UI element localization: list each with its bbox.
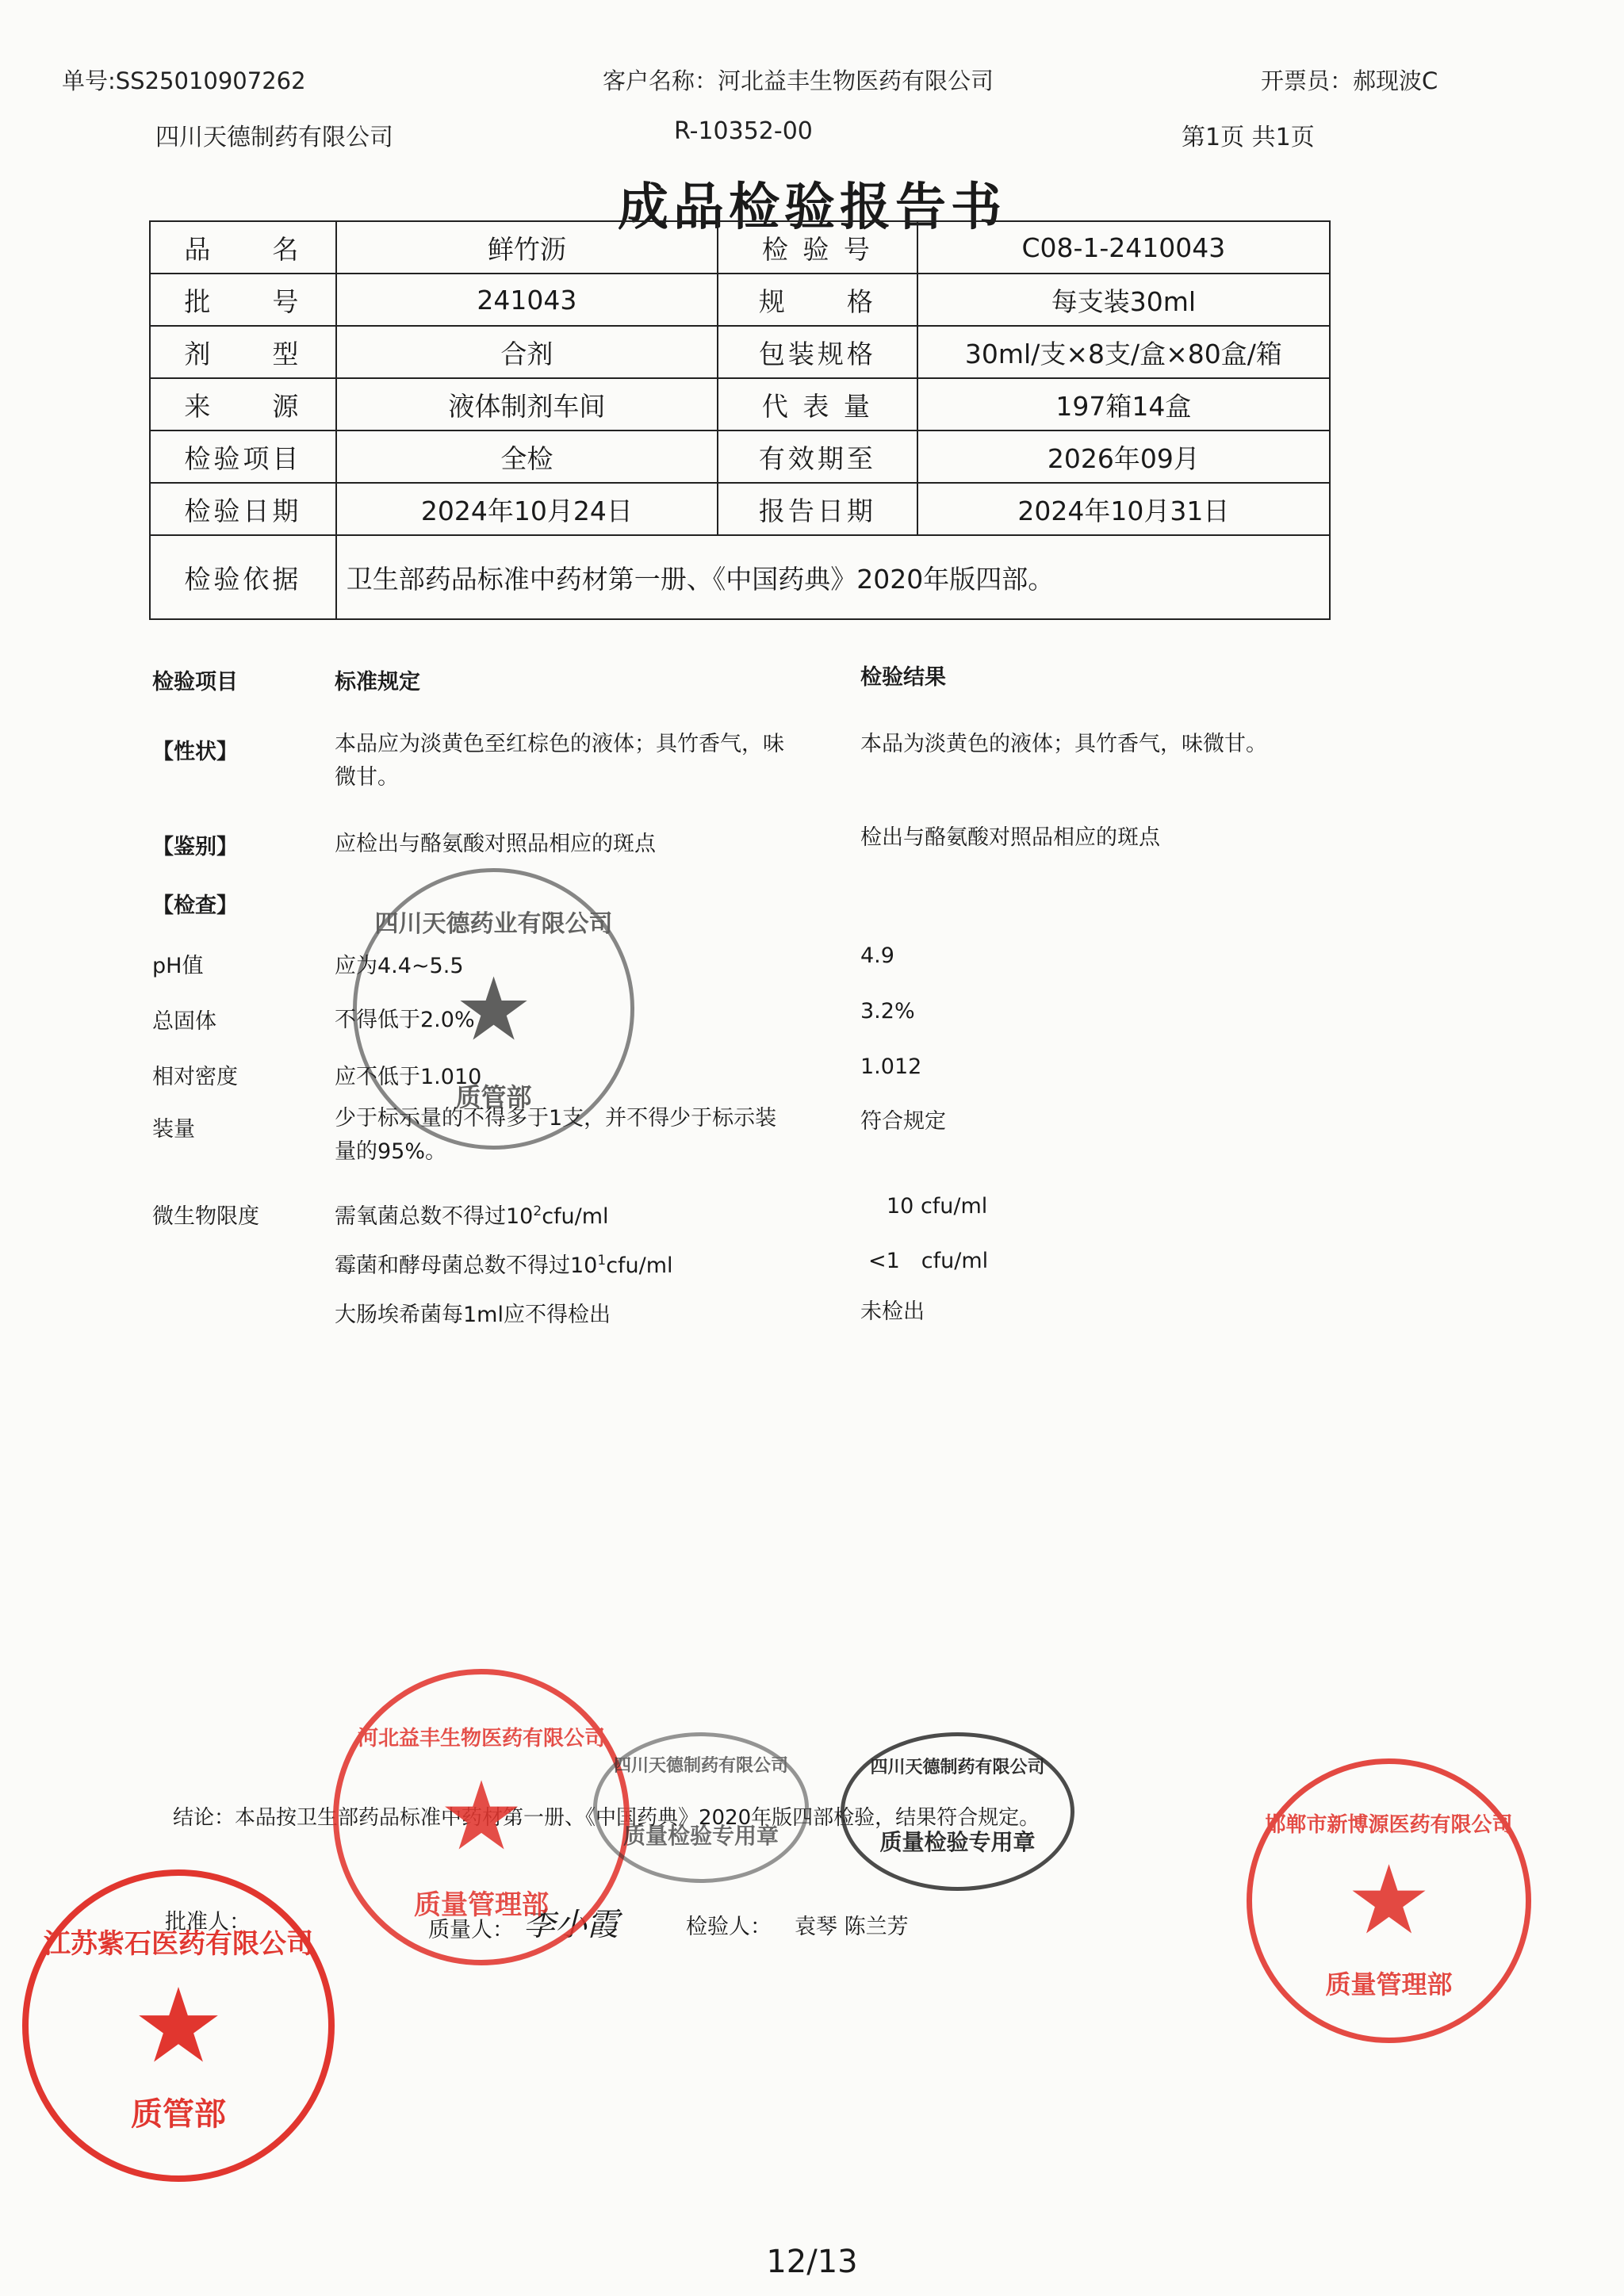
label-basis: 检验依据 xyxy=(150,535,336,619)
value-report-date: 2024年10月31日 xyxy=(917,483,1330,535)
col-head-standard: 标准规定 xyxy=(335,670,420,695)
result-mold-yeast: <1 cfu/ml xyxy=(868,1249,989,1273)
stamp4-bottom-text: 质量检验专用章 xyxy=(879,1829,1036,1855)
std-mold-unit: cfu/ml xyxy=(606,1253,673,1278)
item-microbial: 微生物限度 xyxy=(152,1204,259,1229)
value-expiry: 2026年09月 xyxy=(917,430,1330,483)
item-identification: 【鉴别】 xyxy=(152,835,238,859)
value-test-items: 全检 xyxy=(336,430,718,483)
item-total-solids: 总固体 xyxy=(152,1009,216,1034)
item-appearance: 【性状】 xyxy=(152,740,238,764)
stamp5-bottom-text: 质量管理部 xyxy=(1325,1969,1453,1999)
stamp3-bottom-text: 质量检验专用章 xyxy=(622,1823,779,1849)
stamp-handan-xinboyuan xyxy=(1247,1758,1531,2043)
result-identification: 检出与酪氨酸对照品相应的斑点 xyxy=(860,825,1160,850)
std-fill-volume: 少于标示量的不得多于1支，并不得少于标示装量的95%。 xyxy=(335,1106,777,1164)
label-batch: 批 号 xyxy=(150,274,336,326)
stamp3-ring-text: 四川天德制药有限公司 xyxy=(613,1756,788,1776)
qa-signature: 李小霞 xyxy=(523,1907,619,1943)
value-spec: 每支装30ml xyxy=(917,274,1330,326)
info-row-form xyxy=(150,326,1330,378)
std-aerobic-unit: cfu/ml xyxy=(542,1204,609,1229)
stamp6-ring-text: 江苏紫石医药有限公司 xyxy=(44,1928,313,1960)
qa-label: 质量人： xyxy=(428,1918,514,1942)
std-mold-exp: 1 xyxy=(597,1253,607,1269)
report-title: 成品检验报告书 xyxy=(618,178,1006,237)
stamp5-ring-text: 邯郸市新博源医药有限公司 xyxy=(1265,1813,1513,1837)
page-info: 第1页 共1页 xyxy=(1182,124,1315,151)
result-aerobic: 10 cfu/ml xyxy=(887,1194,988,1219)
value-packing: 30ml/支×8支/盒×80盒/箱 xyxy=(917,326,1330,378)
label-test-items: 检验项目 xyxy=(150,430,336,483)
info-row-batch xyxy=(150,274,1330,326)
inspector-names: 袁琴 陈兰芳 xyxy=(795,1915,909,1939)
value-quantity: 197箱14盒 xyxy=(917,378,1330,430)
std-aerobic xyxy=(335,1199,609,1230)
label-spec: 规 格 xyxy=(718,274,917,326)
company-name: 四川天德制药有限公司 xyxy=(155,124,393,151)
stamp2-bottom-text: 质量管理部 xyxy=(414,1889,549,1921)
order-number: 单号:SS25010907262 xyxy=(62,67,306,94)
value-basis: 卫生部药品标准中药材第一册、《中国药典》2020年版四部。 xyxy=(336,535,1330,619)
col-head-result: 检验结果 xyxy=(860,665,946,690)
std-mold-text: 霉菌和酵母菌总数不得过10 xyxy=(335,1253,598,1278)
value-dosage-form: 合剂 xyxy=(336,326,718,378)
label-dosage-form: 剂 型 xyxy=(150,326,336,378)
result-fill-volume: 符合规定 xyxy=(860,1109,946,1134)
stamp1-bottom-text: 质管部 xyxy=(455,1082,532,1112)
info-row-basis xyxy=(150,535,1330,619)
std-aerobic-exp: 2 xyxy=(533,1203,542,1219)
std-ph: 应为4.4~5.5 xyxy=(335,954,464,978)
conclusion: 结论：本品按卫生部药品标准中药材第一册、《中国药典》2020年版四部检验，结果符合规定。 xyxy=(173,1806,1040,1830)
star-icon: ★ xyxy=(454,958,533,1060)
inspector-label: 检验人： xyxy=(686,1915,772,1939)
col-head-item: 检验项目 xyxy=(152,670,238,695)
label-packing: 包装规格 xyxy=(718,326,917,378)
std-appearance: 本品应为淡黄色至红棕色的液体；具竹香气，味微甘。 xyxy=(335,732,784,790)
value-source: 液体制剂车间 xyxy=(336,378,718,430)
result-appearance: 本品为淡黄色的液体；具竹香气，味微甘。 xyxy=(860,732,1267,756)
item-inspection: 【检查】 xyxy=(152,894,238,918)
info-row-items xyxy=(150,430,1330,483)
page-number: 12/13 xyxy=(766,2244,858,2280)
stamp1-ring-text: 四川天德药业有限公司 xyxy=(374,910,613,938)
issuer: 开票员：郝现波C xyxy=(1261,67,1438,94)
value-test-date: 2024年10月24日 xyxy=(336,483,718,535)
result-total-solids: 3.2% xyxy=(860,999,915,1024)
label-test-no: 检 验 号 xyxy=(718,221,917,274)
value-product-name: 鲜竹沥 xyxy=(336,221,718,274)
label-report-date: 报告日期 xyxy=(718,483,917,535)
info-table xyxy=(149,220,1331,620)
label-source: 来 源 xyxy=(150,378,336,430)
star-icon: ★ xyxy=(439,1762,524,1872)
label-product-name: 品 名 xyxy=(150,221,336,274)
info-row-name xyxy=(150,221,1330,274)
star-icon: ★ xyxy=(1346,1845,1432,1956)
label-quantity: 代 表 量 xyxy=(718,378,917,430)
star-icon: ★ xyxy=(132,1965,225,2086)
result-ecoli: 未检出 xyxy=(860,1299,925,1324)
std-mold-yeast xyxy=(335,1248,673,1279)
result-ph: 4.9 xyxy=(860,943,894,968)
item-fill-volume: 装量 xyxy=(152,1117,195,1142)
stamp6-bottom-text: 质管部 xyxy=(131,2096,226,2133)
std-ecoli: 大肠埃希菌每1ml应不得检出 xyxy=(335,1303,611,1327)
stamp2-ring-text: 河北益丰生物医药有限公司 xyxy=(357,1727,605,1751)
item-ph: pH值 xyxy=(152,954,204,978)
info-row-source xyxy=(150,378,1330,430)
approver-label: 批准人： xyxy=(165,1910,251,1934)
stamp4-ring-text: 四川天德制药有限公司 xyxy=(870,1758,1045,1777)
value-test-no: C08-1-2410043 xyxy=(917,221,1330,274)
info-row-dates xyxy=(150,483,1330,535)
item-density: 相对密度 xyxy=(152,1065,238,1089)
value-batch: 241043 xyxy=(336,274,718,326)
label-expiry: 有效期至 xyxy=(718,430,917,483)
label-test-date: 检验日期 xyxy=(150,483,336,535)
std-aerobic-text: 需氧菌总数不得过10 xyxy=(335,1204,534,1229)
std-density: 应不低于1.010 xyxy=(335,1065,482,1089)
std-total-solids: 不得低于2.0% xyxy=(335,1008,475,1032)
std-identification: 应检出与酪氨酸对照品相应的斑点 xyxy=(335,832,656,856)
customer-name: 客户名称：河北益丰生物医药有限公司 xyxy=(603,67,994,94)
result-density: 1.012 xyxy=(860,1054,922,1079)
document-code: R-10352-00 xyxy=(674,117,813,145)
